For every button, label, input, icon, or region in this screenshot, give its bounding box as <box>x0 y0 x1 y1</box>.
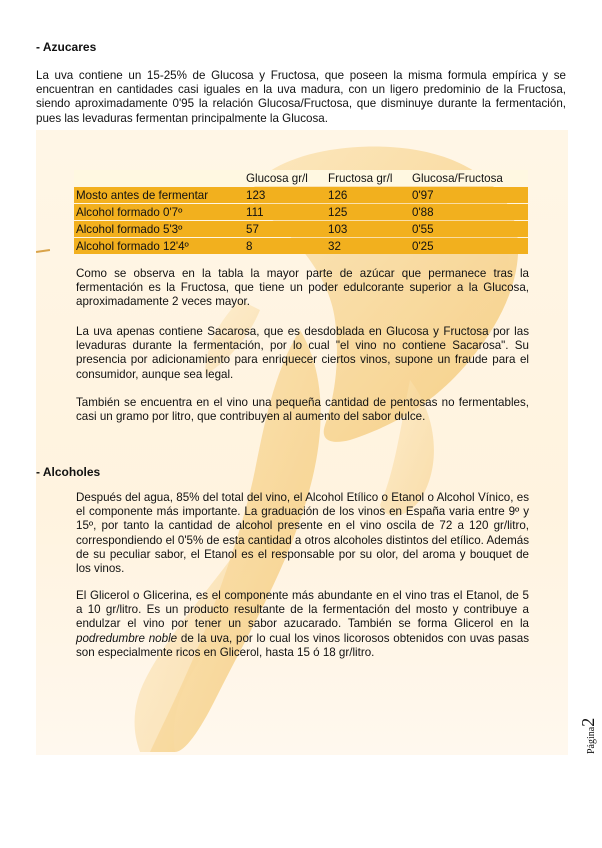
page-label: Página <box>586 726 597 754</box>
table-cell: 125 <box>326 204 410 220</box>
table-header-row <box>74 170 528 186</box>
table-cell: 0'97 <box>410 187 528 203</box>
paragraph-fructosa: Como se observa en la tabla la mayor parte de azúcar que permanece tras la fermentación es la Fructosa, que tiene un poder edulcorante superior a la Glucosa, aproximadamente 2 veces mayor. <box>76 267 529 309</box>
paragraph-glicerol-text-end: de la uva, por lo cual los vinos licorosos obtenidos con uvas pasas son especialmente ricos en Glicerol, hasta 15 ó 18 gr/litro. <box>76 631 529 659</box>
table-row <box>74 238 528 254</box>
section-heading-alcoholes: - Alcoholes <box>36 465 101 479</box>
section-heading-azucares: - Azucares <box>36 40 97 54</box>
table-cell: 0'25 <box>410 238 528 254</box>
table-cell: 111 <box>244 204 326 220</box>
paragraph-azucares-intro: La uva contiene un 15-25% de Glucosa y Fructosa, que poseen la misma formula empírica y se encuentran en cantidades casi iguales en la uva madura, con un ligero predominio de la Fructosa, siendo aproximadamente 0'95 la relación Glucosa/Fructosa, que disminuye durante la fermentación, pues las levaduras fermentan principalmente la Glucosa. <box>36 69 566 125</box>
table-row <box>74 187 528 203</box>
table-cell: Alcohol formado 0'7º <box>74 204 244 220</box>
page-number <box>578 706 600 758</box>
table-cell: 57 <box>244 221 326 237</box>
table-cell: 8 <box>244 238 326 254</box>
table-cell: Alcohol formado 5'3º <box>74 221 244 237</box>
sugar-table <box>74 169 528 255</box>
table-cell: 0'88 <box>410 204 528 220</box>
table-cell: 103 <box>326 221 410 237</box>
page-number-value: 2 <box>578 717 598 727</box>
table-header-cell: Glucosa/Fructosa <box>410 170 528 186</box>
paragraph-pentosas: También se encuentra en el vino una pequeña cantidad de pentosas no fermentables, casi un gramo por litro, que contribuyen al aumento del sabor dulce. <box>76 396 529 424</box>
table-cell: Mosto antes de fermentar <box>74 187 244 203</box>
paragraph-etanol: Después del agua, 85% del total del vino, el Alcohol Etílico o Etanol o Alcohol Vínico, es el componente más importante. La graduación de los vinos en España varia entre 9º y 15º, por tanto la cantidad de alcohol presente en el vino oscila de 72 a 120 gr/litro, correspondiendo el 0'5% de esta cantidad a otros alcoholes distintos del etílico. Además de su peculiar sabor, el Etanol es el responsable por su olor, del aroma y bouquet de los vinos. <box>76 491 529 576</box>
table-row <box>74 204 528 220</box>
table-row <box>74 221 528 237</box>
paragraph-glicerol <box>76 589 529 660</box>
table-cell: Alcohol formado 12'4º <box>74 238 244 254</box>
paragraph-sacarosa: La uva apenas contiene Sacarosa, que es desdoblada en Glucosa y Fructosa por las levaduras durante la fermentación, por lo cual "el vino no contiene Sacarosa". Su presencia por adicionamiento para enriquecer ciertos vinos, supone un fraude para el consumidor, aunque sea legal. <box>76 325 529 381</box>
table-header-cell: Glucosa gr/l <box>244 170 326 186</box>
table-cell: 126 <box>326 187 410 203</box>
table-header-cell: Fructosa gr/l <box>326 170 410 186</box>
table-cell: 123 <box>244 187 326 203</box>
decorative-dash <box>36 249 50 253</box>
paragraph-glicerol-text: El Glicerol o Glicerina, es el componente más abundante en el vino tras el Etanol, de 5 a 10 gr/litro. Es un producto resultante de la fermentación del mosto y contribuye a endulzar el vino por tener un sabor azucarado. También se forma Glicerol en la <box>76 589 529 631</box>
table-header-cell <box>74 170 244 186</box>
table-cell: 32 <box>326 238 410 254</box>
table-cell: 0'55 <box>410 221 528 237</box>
paragraph-glicerol-italic: podredumbre noble <box>76 631 178 645</box>
